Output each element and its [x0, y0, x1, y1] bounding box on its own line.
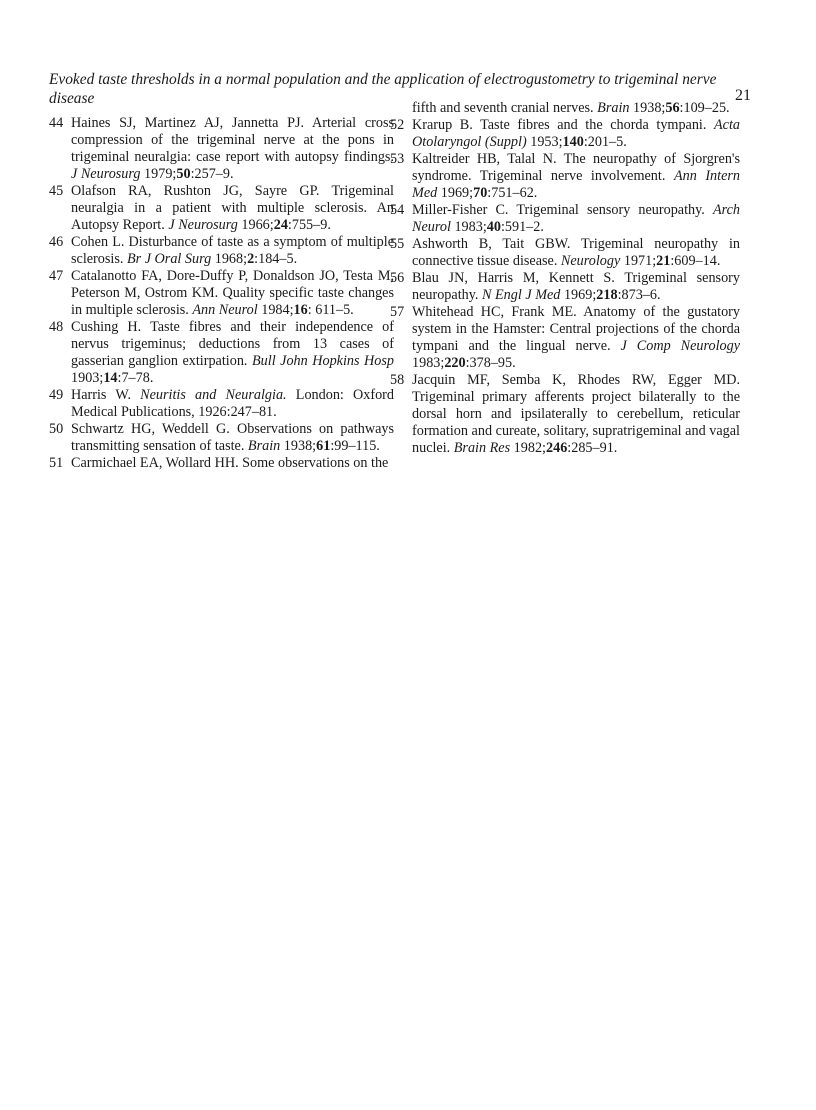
reference-item [390, 202, 740, 236]
reference-pages: :99–115. [330, 438, 380, 454]
reference-journal: Brain [597, 100, 630, 116]
reference-year: 1903; [71, 370, 104, 386]
reference-year: 1968; [214, 251, 248, 267]
reference-number: 48 [49, 319, 64, 335]
reference-number: 52 [390, 117, 405, 133]
reference-item [390, 117, 740, 151]
reference-authors: Krarup B. Taste fibres and the chorda tympani. [412, 117, 707, 133]
reference-volume: 16 [293, 302, 308, 318]
reference-year: 1938; [283, 438, 317, 454]
reference-number: 58 [390, 372, 405, 388]
reference-journal: N Engl J Med [482, 287, 561, 303]
reference-volume: 61 [316, 438, 331, 454]
reference-year: 1938; [633, 100, 666, 116]
reference-number: 54 [390, 202, 405, 218]
reference-journal: Br J Oral Surg [126, 251, 212, 267]
reference-pages: :285–91. [567, 440, 618, 456]
reference-journal: J Comp Neurology [620, 338, 740, 354]
reference-journal: Arch Neurol [412, 202, 741, 235]
reference-pages: :873–6. [617, 287, 661, 303]
reference-volume: 21 [656, 253, 671, 269]
reference-journal: Acta Otolaryngol (Suppl) [412, 117, 740, 150]
reference-item [49, 387, 394, 421]
reference-number: 51 [49, 455, 64, 471]
reference-number: 53 [390, 151, 405, 167]
reference-pages: :184–5. [254, 251, 298, 267]
reference-pages: :7–78. [117, 370, 154, 386]
reference-number: 56 [390, 270, 405, 286]
reference-authors: Schwartz HG, Weddell G. Observations on pathways transmitting sensation of taste. [71, 421, 394, 454]
reference-journal: Brain Res [453, 440, 511, 456]
reference-item [49, 183, 394, 234]
reference-volume: 56 [665, 100, 680, 116]
reference-authors: Cohen L. Disturbance of taste as a symptom of multiple sclerosis. [71, 234, 394, 267]
reference-number: 55 [390, 236, 405, 252]
reference-volume: 2 [247, 251, 255, 267]
reference-journal: Neurology [560, 253, 621, 269]
reference-journal: J Neurosurg [71, 166, 141, 182]
reference-number: 47 [49, 268, 64, 284]
reference-year: 1966; [241, 217, 274, 233]
reference-journal: Ann Neurol [192, 302, 258, 318]
reference-pages: :751–62. [487, 185, 538, 201]
reference-year: 1984; [261, 302, 294, 318]
reference-number: 44 [49, 115, 64, 131]
reference-year: 1969; [563, 287, 597, 303]
running-head: Evoked taste thresholds in a normal population and the application of electrogustometry to trigeminal nerve disease [49, 71, 717, 107]
reference-authors: Kaltreider HB, Talal N. The neuropathy of Sjorgren's syndrome. Trigeminal nerve involvement. [412, 151, 740, 184]
reference-volume: 246 [546, 440, 568, 456]
reference-journal: Ann Intern Med [412, 168, 741, 201]
reference-column-left [49, 115, 394, 472]
reference-number: 50 [49, 421, 64, 437]
reference-year: 1969; [440, 185, 474, 201]
reference-year: 1979; [144, 166, 177, 182]
reference-volume: 218 [596, 287, 618, 303]
reference-volume: 24 [273, 217, 288, 233]
reference-item [49, 115, 394, 183]
reference-number: 45 [49, 183, 64, 199]
reference-item [390, 151, 740, 202]
reference-year: 1983; [412, 355, 445, 371]
reference-journal: Bull John Hopkins Hosp [252, 353, 395, 369]
reference-authors: Catalanotto FA, Dore-Duffy P, Donaldson JO, Testa M, Peterson M, Ostrom KM. Quality specific taste changes in multiple sclerosis. [71, 268, 394, 318]
reference-list-right [390, 117, 740, 457]
reference-journal: J Neurosurg [168, 217, 238, 233]
reference-authors: Whitehead HC, Frank ME. Anatomy of the gustatory system in the Hamster: Central projections of the chorda tympani and the lingual nerve. [412, 304, 740, 354]
reference-pages: :109–25. [679, 100, 730, 116]
reference-pages: :755–9. [287, 217, 331, 233]
reference-authors: Cushing H. Taste fibres and their independence of nervus trigeminus; deductions from 13 cases of gasserian ganglion extirpation. [71, 319, 394, 369]
reference-volume: 140 [562, 134, 584, 150]
reference-item [49, 455, 394, 472]
reference-number: 46 [49, 234, 64, 250]
page-number: 21 [735, 87, 751, 104]
reference-year: 1971; [623, 253, 657, 269]
reference-volume: 220 [444, 355, 466, 371]
reference-item [390, 270, 740, 304]
reference-year: London: Oxford Medical Publications, 1926:247–81. [71, 387, 395, 420]
reference-year: 1982; [513, 440, 546, 456]
reference-volume: 40 [486, 219, 501, 235]
reference-journal: Brain [247, 438, 281, 454]
reference-item [49, 234, 394, 268]
reference-item [390, 372, 740, 457]
reference-continuation [390, 100, 740, 117]
reference-pages: : 611–5. [307, 302, 354, 318]
reference-pages: :257–9. [190, 166, 234, 182]
reference-item [49, 268, 394, 319]
reference-authors: Jacquin MF, Semba K, Rhodes RW, Egger MD. Trigeminal primary afferents project bilaterally to the dorsal horn and ipsilaterally to cerebellum, reticular formation and cureate, solitary, supratrigeminal and vagal nuclei. [412, 372, 740, 456]
reference-pages: :591–2. [500, 219, 544, 235]
reference-text: fifth and seventh cranial nerves. [412, 100, 594, 116]
reference-authors: Haines SJ, Martinez AJ, Jannetta PJ. Arterial cross compression of the trigeminal nerve at the pons in trigeminal neuralgia: case report with autopsy findings. [71, 115, 394, 165]
reference-number: 57 [390, 304, 405, 320]
reference-authors: Miller-Fisher C. Trigeminal sensory neuropathy. [412, 202, 705, 218]
reference-item [49, 421, 394, 455]
reference-volume: 14 [103, 370, 118, 386]
reference-authors: Ashworth B, Tait GBW. Trigeminal neuropathy in connective tissue disease. [412, 236, 740, 269]
reference-volume: 50 [176, 166, 191, 182]
reference-number: 49 [49, 387, 64, 403]
reference-item [49, 319, 394, 387]
reference-authors: Harris W. [71, 387, 131, 403]
reference-authors: Carmichael EA, Wollard HH. Some observations on the [71, 455, 389, 471]
reference-column-right [390, 100, 740, 457]
reference-authors: Olafson RA, Rushton JG, Sayre GP. Trigeminal neuralgia in a patient with multiple sclerosis. An Autopsy Report. [71, 183, 394, 233]
reference-volume: 70 [473, 185, 488, 201]
reference-item [390, 304, 740, 372]
reference-pages: :378–95. [465, 355, 516, 371]
reference-journal: Neuritis and Neuralgia. [140, 387, 287, 403]
reference-year: 1953; [530, 134, 563, 150]
reference-year: 1983; [454, 219, 487, 235]
reference-authors: Blau JN, Harris M, Kennett S. Trigeminal sensory neuropathy. [412, 270, 740, 303]
reference-item [390, 236, 740, 270]
reference-pages: :609–14. [670, 253, 721, 269]
reference-pages: :201–5. [583, 134, 627, 150]
